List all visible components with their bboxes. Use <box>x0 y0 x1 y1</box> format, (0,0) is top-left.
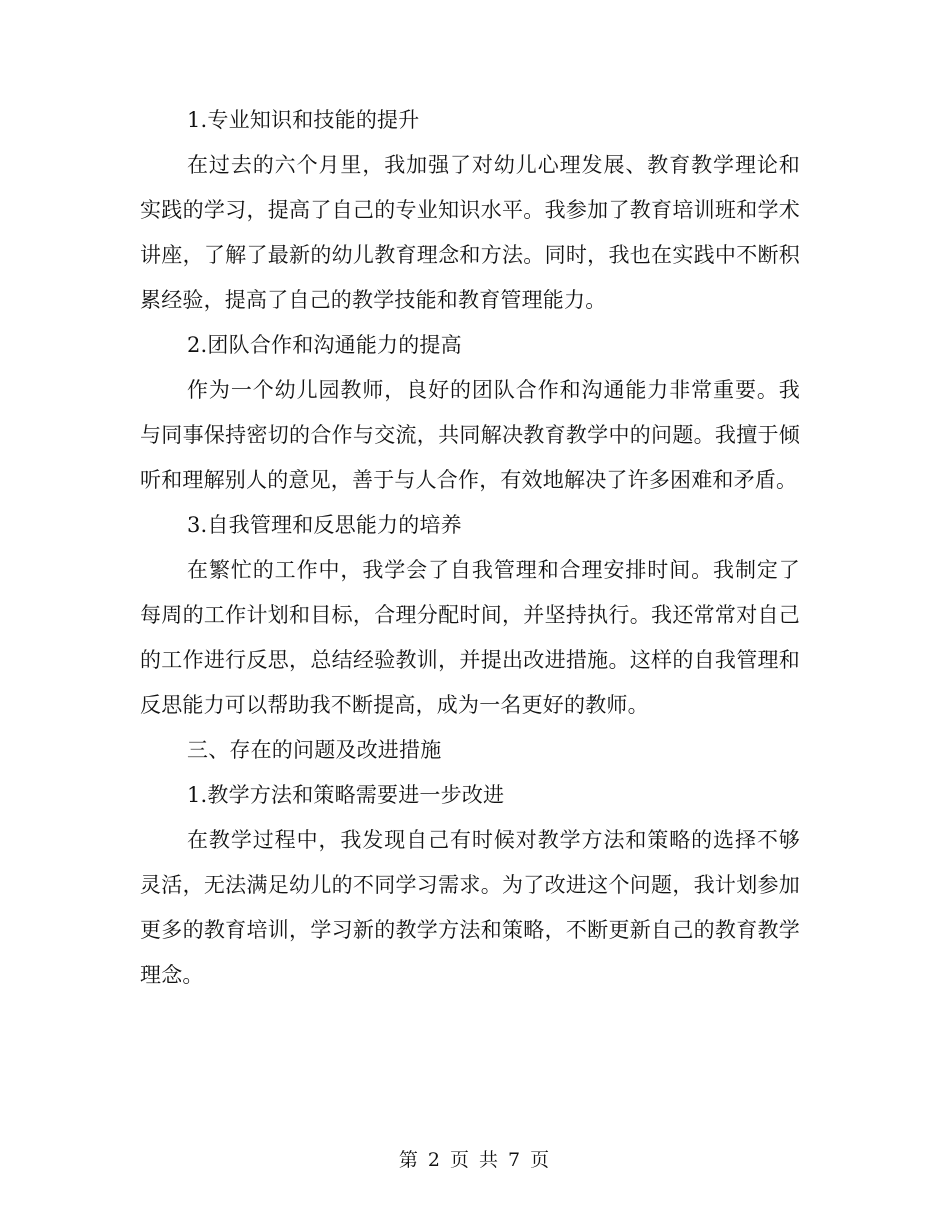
section-heading-self-management: 3.自我管理和反思能力的培养 <box>187 513 462 537</box>
section-heading-professional-skills: 1.专业知识和技能的提升 <box>187 108 420 132</box>
paragraph-teaching-methods: 在教学过程中，我发现自己有时候对教学方法和策略的选择不够灵活，无法满足幼儿的不同学习需求。为了改进这个问题，我计划参加更多的教育培训，学习新的教学方法和策略，不断更新自己的教育教学理念。 <box>140 828 800 987</box>
paragraph-teamwork: 作为一个幼儿园教师，良好的团队合作和沟通能力非常重要。我与同事保持密切的合作与交流，共同解决教育教学中的问题。我擅于倾听和理解别人的意见，善于与人合作，有效地解决了许多困难和矛盾。 <box>140 378 800 492</box>
paragraph-professional-skills: 在过去的六个月里，我加强了对幼儿心理发展、教育教学理论和实践的学习，提高了自己的专业知识水平。我参加了教育培训班和学术讲座，了解了最新的幼儿教育理念和方法。同时，我也在实践中不断积累经验，提高了自己的教学技能和教育管理能力。 <box>140 153 800 312</box>
page-footer <box>0 1147 950 1173</box>
page-number-indicator: 第 2 页 共 7 页 <box>398 1149 552 1171</box>
section-heading-teaching-methods: 1.教学方法和策略需要进一步改进 <box>187 783 505 807</box>
document-body <box>140 98 800 998</box>
section-heading-problems: 三、存在的问题及改进措施 <box>187 738 442 762</box>
section-heading-teamwork: 2.团队合作和沟通能力的提高 <box>187 333 462 357</box>
paragraph-self-management: 在繁忙的工作中，我学会了自我管理和合理安排时间。我制定了每周的工作计划和目标，合理分配时间，并坚持执行。我还常常对自己的工作进行反思，总结经验教训，并提出改进措施。这样的自我管理和反思能力可以帮助我不断提高，成为一名更好的教师。 <box>140 558 800 717</box>
